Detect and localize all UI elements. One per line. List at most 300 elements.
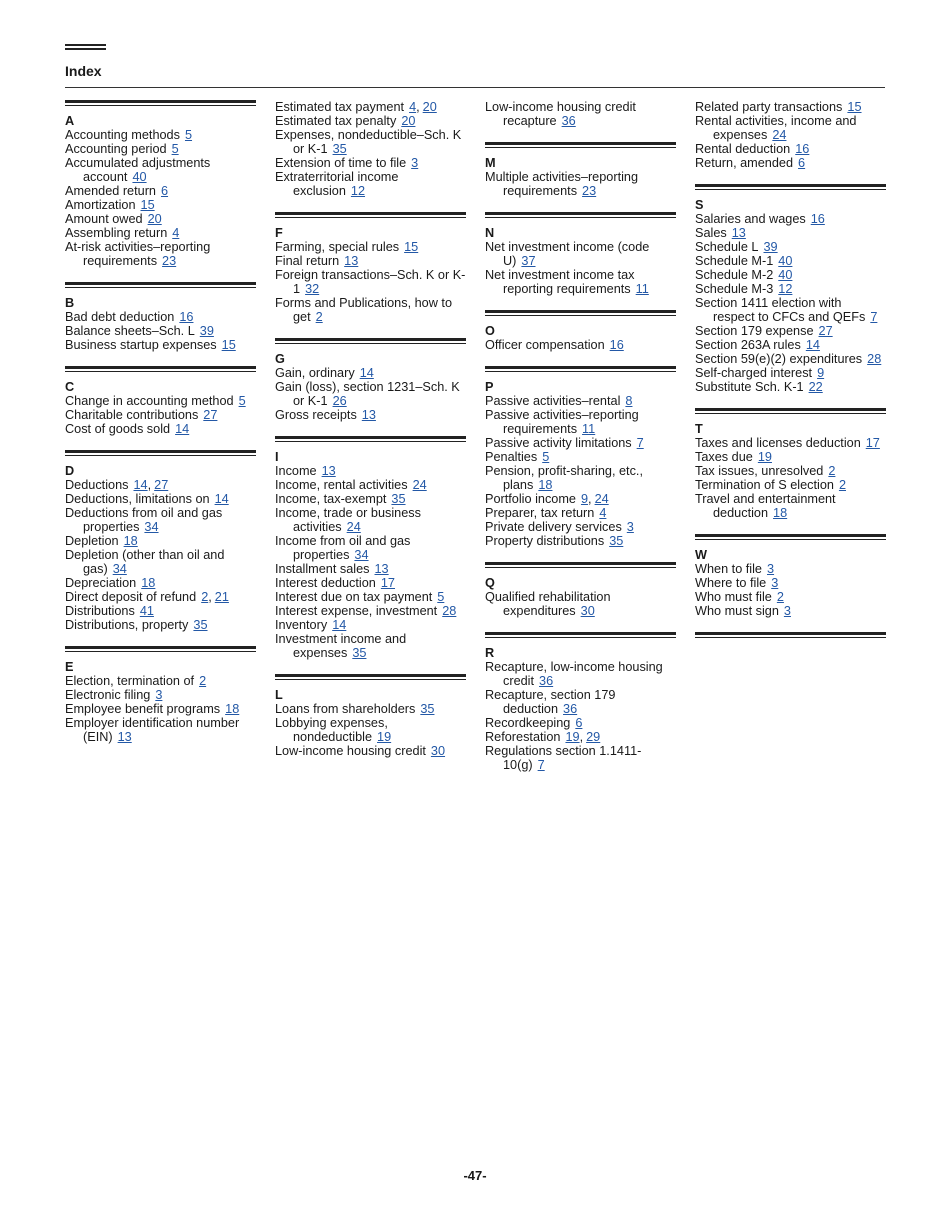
index-term: Passive activities–rental bbox=[485, 394, 621, 408]
page-link[interactable]: 5 bbox=[184, 128, 193, 142]
section-divider bbox=[65, 450, 256, 457]
index-entry bbox=[695, 436, 886, 450]
index-entry bbox=[275, 590, 466, 604]
index-entry bbox=[695, 254, 886, 268]
index-term: Portfolio income bbox=[485, 492, 576, 506]
index-entry bbox=[275, 618, 466, 632]
page-link[interactable]: 34 bbox=[354, 548, 369, 562]
index-entry bbox=[485, 520, 676, 534]
index-entry bbox=[695, 324, 886, 338]
section-divider bbox=[485, 310, 676, 317]
index-section bbox=[65, 646, 256, 744]
index-term: Taxes and licenses deduction bbox=[695, 436, 861, 450]
index-term: Low-income housing credit bbox=[275, 744, 426, 758]
page-link[interactable]: 14 bbox=[332, 618, 347, 632]
page-link[interactable]: 24 bbox=[412, 478, 427, 492]
section-divider bbox=[695, 534, 886, 541]
index-entry bbox=[275, 114, 466, 128]
index-term: Extraterritorial income exclusion bbox=[275, 170, 399, 198]
page-link[interactable]: 2 bbox=[776, 590, 784, 604]
index-columns bbox=[65, 100, 886, 786]
index-entry bbox=[275, 534, 466, 562]
page-link[interactable]: 37 bbox=[521, 254, 536, 268]
page-link[interactable]: 18 bbox=[538, 478, 553, 492]
page-link[interactable]: 20 bbox=[422, 100, 437, 114]
page-link[interactable]: 4 bbox=[599, 506, 607, 520]
index-term: Cost of goods sold bbox=[65, 422, 171, 436]
index-entry bbox=[65, 422, 256, 436]
page-link[interactable]: 7 bbox=[537, 758, 545, 772]
index-term: Related party transactions bbox=[695, 100, 843, 114]
index-entry bbox=[275, 380, 466, 408]
section-letter: R bbox=[485, 646, 495, 660]
index-section bbox=[485, 366, 676, 548]
index-entry bbox=[275, 716, 466, 744]
index-term: Income, tax-exempt bbox=[275, 492, 387, 506]
page-link[interactable]: 15 bbox=[140, 198, 155, 212]
page-link[interactable]: 39 bbox=[199, 324, 214, 338]
index-term: Gain (loss), section 1231–Sch. K or K-1 bbox=[275, 380, 460, 408]
section-letter: B bbox=[65, 296, 75, 310]
page-link[interactable]: 28 bbox=[867, 352, 882, 366]
index-section bbox=[275, 212, 466, 324]
page-link[interactable]: 9 bbox=[817, 366, 825, 380]
page-link[interactable]: 5 bbox=[238, 394, 246, 408]
index-entry bbox=[65, 338, 256, 352]
index-term: Rental activities, income and expenses bbox=[695, 114, 857, 142]
index-section bbox=[275, 338, 466, 422]
page-link[interactable]: 2 bbox=[201, 590, 209, 604]
page-link[interactable]: 6 bbox=[575, 716, 583, 730]
index-entry bbox=[65, 702, 256, 716]
section-divider bbox=[695, 632, 886, 639]
index-entry bbox=[275, 240, 466, 254]
page-link[interactable]: 35 bbox=[352, 646, 367, 660]
index-section bbox=[695, 100, 886, 170]
index-term: Direct deposit of refund bbox=[65, 590, 197, 604]
page-link[interactable]: 13 bbox=[117, 730, 132, 744]
index-entry bbox=[485, 590, 676, 618]
page-link[interactable]: 20 bbox=[147, 212, 162, 226]
index-term: Interest expense, investment bbox=[275, 604, 438, 618]
page-separator: , bbox=[588, 492, 592, 506]
page-link[interactable]: 15 bbox=[404, 240, 419, 254]
page-link[interactable]: 19 bbox=[377, 730, 392, 744]
index-entry bbox=[275, 506, 466, 534]
index-term: Tax issues, unresolved bbox=[695, 464, 824, 478]
page-link[interactable]: 2 bbox=[828, 464, 836, 478]
index-section bbox=[485, 100, 676, 128]
page-link[interactable]: 16 bbox=[795, 142, 810, 156]
index-entry bbox=[65, 310, 256, 324]
page-link[interactable]: 35 bbox=[391, 492, 406, 506]
index-term: Amended return bbox=[65, 184, 156, 198]
index-term: Final return bbox=[275, 254, 340, 268]
index-term: Estimated tax payment bbox=[275, 100, 405, 114]
page-link[interactable]: 2 bbox=[199, 674, 207, 688]
page-link[interactable]: 17 bbox=[380, 576, 395, 590]
index-entry bbox=[65, 688, 256, 702]
page-link[interactable]: 28 bbox=[442, 604, 457, 618]
index-entry bbox=[485, 744, 676, 772]
page-link[interactable]: 24 bbox=[772, 128, 787, 142]
page-link[interactable]: 18 bbox=[123, 534, 138, 548]
index-entry bbox=[485, 268, 676, 296]
index-section bbox=[65, 450, 256, 632]
index-column bbox=[485, 100, 676, 786]
index-term: Depletion bbox=[65, 534, 119, 548]
index-term: Employee benefit programs bbox=[65, 702, 221, 716]
page-link[interactable]: 2 bbox=[838, 478, 846, 492]
page-link[interactable]: 18 bbox=[773, 506, 788, 520]
index-term: Farming, special rules bbox=[275, 240, 400, 254]
page-title: Index bbox=[65, 63, 102, 79]
page-link[interactable]: 23 bbox=[582, 184, 597, 198]
index-entry bbox=[65, 492, 256, 506]
index-term: Pension, profit-sharing, etc., plans bbox=[485, 464, 643, 492]
index-term: Property distributions bbox=[485, 534, 605, 548]
page-link[interactable]: 36 bbox=[539, 674, 554, 688]
index-term: Expenses, nondeductible–Sch. K or K-1 bbox=[275, 128, 462, 156]
section-divider bbox=[485, 142, 676, 149]
index-term: Inventory bbox=[275, 618, 328, 632]
index-term: Return, amended bbox=[695, 156, 794, 170]
section-divider bbox=[275, 436, 466, 443]
index-term: Taxes due bbox=[695, 450, 753, 464]
index-entry bbox=[275, 296, 466, 324]
page-link[interactable]: 34 bbox=[112, 562, 127, 576]
page-link[interactable]: 12 bbox=[778, 282, 793, 296]
section-letter: M bbox=[485, 156, 496, 170]
index-term: Depreciation bbox=[65, 576, 137, 590]
page-link[interactable]: 34 bbox=[144, 520, 159, 534]
index-term: Election, termination of bbox=[65, 674, 195, 688]
page-separator: , bbox=[579, 730, 584, 744]
page-link[interactable]: 12 bbox=[350, 184, 366, 198]
index-term: Installment sales bbox=[275, 562, 370, 576]
page-link[interactable]: 32 bbox=[305, 282, 320, 296]
page-link[interactable]: 9 bbox=[580, 492, 589, 506]
index-entry bbox=[275, 604, 466, 618]
page-link[interactable]: 22 bbox=[808, 380, 823, 394]
index-section bbox=[485, 212, 676, 296]
index-term: Schedule M-1 bbox=[695, 254, 774, 268]
section-divider bbox=[65, 100, 256, 107]
page-link[interactable]: 36 bbox=[561, 114, 576, 128]
index-column bbox=[275, 100, 466, 786]
page-link[interactable]: 13 bbox=[321, 464, 336, 478]
page-link[interactable]: 3 bbox=[783, 604, 791, 618]
index-term: Business startup expenses bbox=[65, 338, 217, 352]
index-entry bbox=[275, 632, 466, 660]
index-entry bbox=[695, 226, 886, 240]
page-link[interactable]: 4 bbox=[409, 100, 417, 114]
index-entry bbox=[275, 562, 466, 576]
section-letter: L bbox=[275, 688, 283, 702]
section-divider bbox=[695, 408, 886, 415]
index-term: Deductions, limitations on bbox=[65, 492, 210, 506]
page-link[interactable]: 27 bbox=[154, 478, 169, 492]
index-term: Rental deduction bbox=[695, 142, 791, 156]
index-entry bbox=[695, 380, 886, 394]
index-entry bbox=[695, 296, 886, 324]
page-link[interactable]: 7 bbox=[870, 310, 878, 324]
index-entry bbox=[65, 240, 256, 268]
page-link[interactable]: 8 bbox=[625, 394, 633, 408]
index-term: Who must file bbox=[695, 590, 772, 604]
index-term: Self-charged interest bbox=[695, 366, 813, 380]
index-section bbox=[65, 100, 256, 268]
index-entry bbox=[485, 688, 676, 716]
index-term: Interest deduction bbox=[275, 576, 376, 590]
index-term: Foreign transactions–Sch. K or K-1 bbox=[275, 268, 466, 296]
index-entry bbox=[65, 674, 256, 688]
section-divider bbox=[275, 338, 466, 345]
page-link[interactable]: 27 bbox=[203, 408, 218, 422]
page-separator: , bbox=[208, 590, 212, 604]
section-letter: S bbox=[695, 198, 704, 212]
index-term: Amount owed bbox=[65, 212, 143, 226]
index-entry bbox=[695, 450, 886, 464]
index-entry bbox=[275, 128, 466, 156]
index-term: Lobbying expenses, nondeductible bbox=[275, 716, 388, 744]
page-link[interactable]: 35 bbox=[193, 618, 208, 632]
index-term: Loans from shareholders bbox=[275, 702, 416, 716]
index-entry bbox=[695, 492, 886, 520]
page-link[interactable]: 13 bbox=[361, 408, 376, 422]
section-divider bbox=[65, 646, 256, 653]
page-link[interactable]: 5 bbox=[437, 590, 445, 604]
page-separator: , bbox=[416, 100, 420, 114]
page-link[interactable]: 3 bbox=[771, 576, 779, 590]
page-link[interactable]: 3 bbox=[155, 688, 163, 702]
section-letter: F bbox=[275, 226, 283, 240]
section-letter: N bbox=[485, 226, 495, 240]
page-link[interactable]: 5 bbox=[171, 142, 179, 156]
section-divider bbox=[65, 282, 256, 289]
section-letter: P bbox=[485, 380, 494, 394]
page-link[interactable]: 16 bbox=[609, 338, 624, 352]
section-letter: T bbox=[695, 422, 703, 436]
page-link[interactable]: 24 bbox=[594, 492, 609, 506]
page-link[interactable]: 3 bbox=[411, 156, 419, 170]
index-term: Distributions bbox=[65, 604, 135, 618]
index-entry bbox=[695, 366, 886, 380]
index-entry bbox=[65, 408, 256, 422]
page-link[interactable]: 27 bbox=[818, 324, 833, 338]
index-entry bbox=[275, 492, 466, 506]
page-link[interactable]: 40 bbox=[778, 268, 793, 282]
index-section bbox=[485, 562, 676, 618]
page-link[interactable]: 35 bbox=[420, 702, 435, 716]
page-link[interactable]: 41 bbox=[139, 604, 154, 618]
section-divider bbox=[485, 212, 676, 219]
index-term: Accumulated adjustments account bbox=[65, 156, 211, 184]
index-entry bbox=[65, 198, 256, 212]
page-link[interactable]: 3 bbox=[626, 520, 634, 534]
index-section bbox=[275, 674, 466, 758]
page-link[interactable]: 17 bbox=[865, 436, 880, 450]
index-entry bbox=[485, 660, 676, 688]
index-term: Section 1411 election with respect to CFCs and QEFs bbox=[695, 296, 866, 324]
index-entry bbox=[275, 464, 466, 478]
page-link[interactable]: 11 bbox=[582, 422, 596, 436]
page-link[interactable]: 6 bbox=[160, 184, 169, 198]
index-term: Sales bbox=[695, 226, 727, 240]
page-link[interactable]: 15 bbox=[221, 338, 236, 352]
page-link[interactable]: 13 bbox=[374, 562, 389, 576]
index-term: Substitute Sch. K-1 bbox=[695, 380, 804, 394]
page-link[interactable]: 14 bbox=[359, 366, 374, 380]
page-link[interactable]: 13 bbox=[731, 226, 746, 240]
index-term: Change in accounting method bbox=[65, 394, 234, 408]
index-entry bbox=[485, 436, 676, 450]
index-term: Extension of time to file bbox=[275, 156, 407, 170]
page-link[interactable]: 7 bbox=[636, 436, 644, 450]
index-term: Section 263A rules bbox=[695, 338, 801, 352]
index-entry bbox=[65, 576, 256, 590]
index-entry bbox=[485, 394, 676, 408]
page-link[interactable]: 21 bbox=[214, 590, 229, 604]
page-link[interactable]: 5 bbox=[542, 450, 550, 464]
index-entry bbox=[695, 464, 886, 478]
index-term: Termination of S election bbox=[695, 478, 834, 492]
index-entry bbox=[485, 730, 676, 744]
index-entry bbox=[695, 212, 886, 226]
page-link[interactable]: 40 bbox=[778, 254, 793, 268]
index-entry bbox=[65, 590, 256, 604]
page-link[interactable]: 14 bbox=[133, 478, 148, 492]
index-entry bbox=[695, 240, 886, 254]
index-term: Section 179 expense bbox=[695, 324, 814, 338]
page-link[interactable]: 2 bbox=[315, 310, 323, 324]
page-link[interactable]: 19 bbox=[565, 730, 580, 744]
index-entry bbox=[485, 240, 676, 268]
index-entry bbox=[65, 184, 256, 198]
index-entry bbox=[695, 114, 886, 142]
page-link[interactable]: 18 bbox=[225, 702, 240, 716]
page-link[interactable]: 24 bbox=[346, 520, 361, 534]
page-link[interactable]: 13 bbox=[344, 254, 359, 268]
index-term: Schedule M-2 bbox=[695, 268, 774, 282]
index-entry bbox=[275, 702, 466, 716]
index-entry bbox=[695, 478, 886, 492]
index-entry bbox=[485, 100, 676, 128]
page-link[interactable]: 29 bbox=[586, 730, 601, 744]
index-entry bbox=[65, 604, 256, 618]
index-term: Reforestation bbox=[485, 730, 561, 744]
index-term: Preparer, tax return bbox=[485, 506, 595, 520]
page-link[interactable]: 11 bbox=[635, 282, 649, 296]
index-entry bbox=[65, 506, 256, 534]
index-term: Accounting methods bbox=[65, 128, 180, 142]
index-term: Forms and Publications, how to get bbox=[275, 296, 453, 324]
index-entry bbox=[275, 100, 466, 114]
page-link[interactable]: 20 bbox=[401, 114, 416, 128]
index-term: Schedule M-3 bbox=[695, 282, 774, 296]
index-term: Passive activities–reporting requirements bbox=[485, 408, 639, 436]
index-term: Income bbox=[275, 464, 317, 478]
index-entry bbox=[65, 226, 256, 240]
page-link[interactable]: 4 bbox=[172, 226, 180, 240]
index-term: Qualified rehabilitation expenditures bbox=[485, 590, 611, 618]
index-entry bbox=[485, 450, 676, 464]
index-section bbox=[275, 100, 466, 198]
index-term: Depletion (other than oil and gas) bbox=[65, 548, 225, 576]
index-term: Officer compensation bbox=[485, 338, 605, 352]
page-link[interactable]: 30 bbox=[430, 744, 446, 758]
index-entry bbox=[275, 408, 466, 422]
index-term: When to file bbox=[695, 562, 762, 576]
index-term: Income from oil and gas properties bbox=[275, 534, 411, 562]
page-link[interactable]: 40 bbox=[132, 170, 147, 184]
section-letter: D bbox=[65, 464, 75, 478]
page-link[interactable]: 3 bbox=[767, 562, 775, 576]
section-letter: C bbox=[65, 380, 75, 394]
page-link[interactable]: 39 bbox=[763, 240, 778, 254]
index-term: Salaries and wages bbox=[695, 212, 806, 226]
page-link[interactable]: 23 bbox=[162, 254, 177, 268]
section-letter: G bbox=[275, 352, 285, 366]
index-term: Gross receipts bbox=[275, 408, 357, 422]
section-letter: W bbox=[695, 548, 707, 562]
index-section bbox=[695, 408, 886, 520]
page-link[interactable]: 14 bbox=[175, 422, 190, 436]
index-term: Interest due on tax payment bbox=[275, 590, 433, 604]
section-letter: I bbox=[275, 450, 279, 464]
index-term: Travel and entertainment deduction bbox=[695, 492, 836, 520]
index-entry bbox=[65, 548, 256, 576]
index-term: Recapture, section 179 deduction bbox=[485, 688, 616, 716]
index-term: Accounting period bbox=[65, 142, 167, 156]
section-divider bbox=[485, 366, 676, 373]
index-term: Passive activity limitations bbox=[485, 436, 632, 450]
page-link[interactable]: 30 bbox=[580, 604, 595, 618]
page-link[interactable]: 18 bbox=[141, 576, 156, 590]
index-column bbox=[65, 100, 256, 786]
index-entry bbox=[65, 142, 256, 156]
index-term: Schedule L bbox=[695, 240, 759, 254]
section-letter: E bbox=[65, 660, 74, 674]
page-link[interactable]: 19 bbox=[757, 450, 772, 464]
page-link[interactable]: 16 bbox=[179, 310, 194, 324]
index-section bbox=[485, 142, 676, 198]
section-divider bbox=[485, 562, 676, 569]
page-link[interactable]: 35 bbox=[332, 142, 347, 156]
page-link[interactable]: 15 bbox=[847, 100, 862, 114]
index-section bbox=[275, 436, 466, 660]
page-link[interactable]: 35 bbox=[609, 534, 624, 548]
index-entry bbox=[695, 604, 886, 618]
index-entry bbox=[695, 352, 886, 366]
page-link[interactable]: 16 bbox=[810, 212, 825, 226]
index-section bbox=[695, 184, 886, 394]
index-entry bbox=[65, 716, 256, 744]
index-entry bbox=[695, 156, 886, 170]
page-link[interactable]: 6 bbox=[798, 156, 806, 170]
index-entry bbox=[695, 142, 886, 156]
section-divider bbox=[275, 212, 466, 219]
page-link[interactable]: 14 bbox=[214, 492, 229, 506]
index-entry bbox=[65, 394, 256, 408]
page-link[interactable]: 36 bbox=[563, 702, 578, 716]
page-link[interactable]: 26 bbox=[332, 394, 347, 408]
index-entry bbox=[275, 478, 466, 492]
section-divider bbox=[275, 674, 466, 681]
index-term: Amortization bbox=[65, 198, 136, 212]
index-entry bbox=[695, 576, 886, 590]
page-link[interactable]: 14 bbox=[805, 338, 820, 352]
